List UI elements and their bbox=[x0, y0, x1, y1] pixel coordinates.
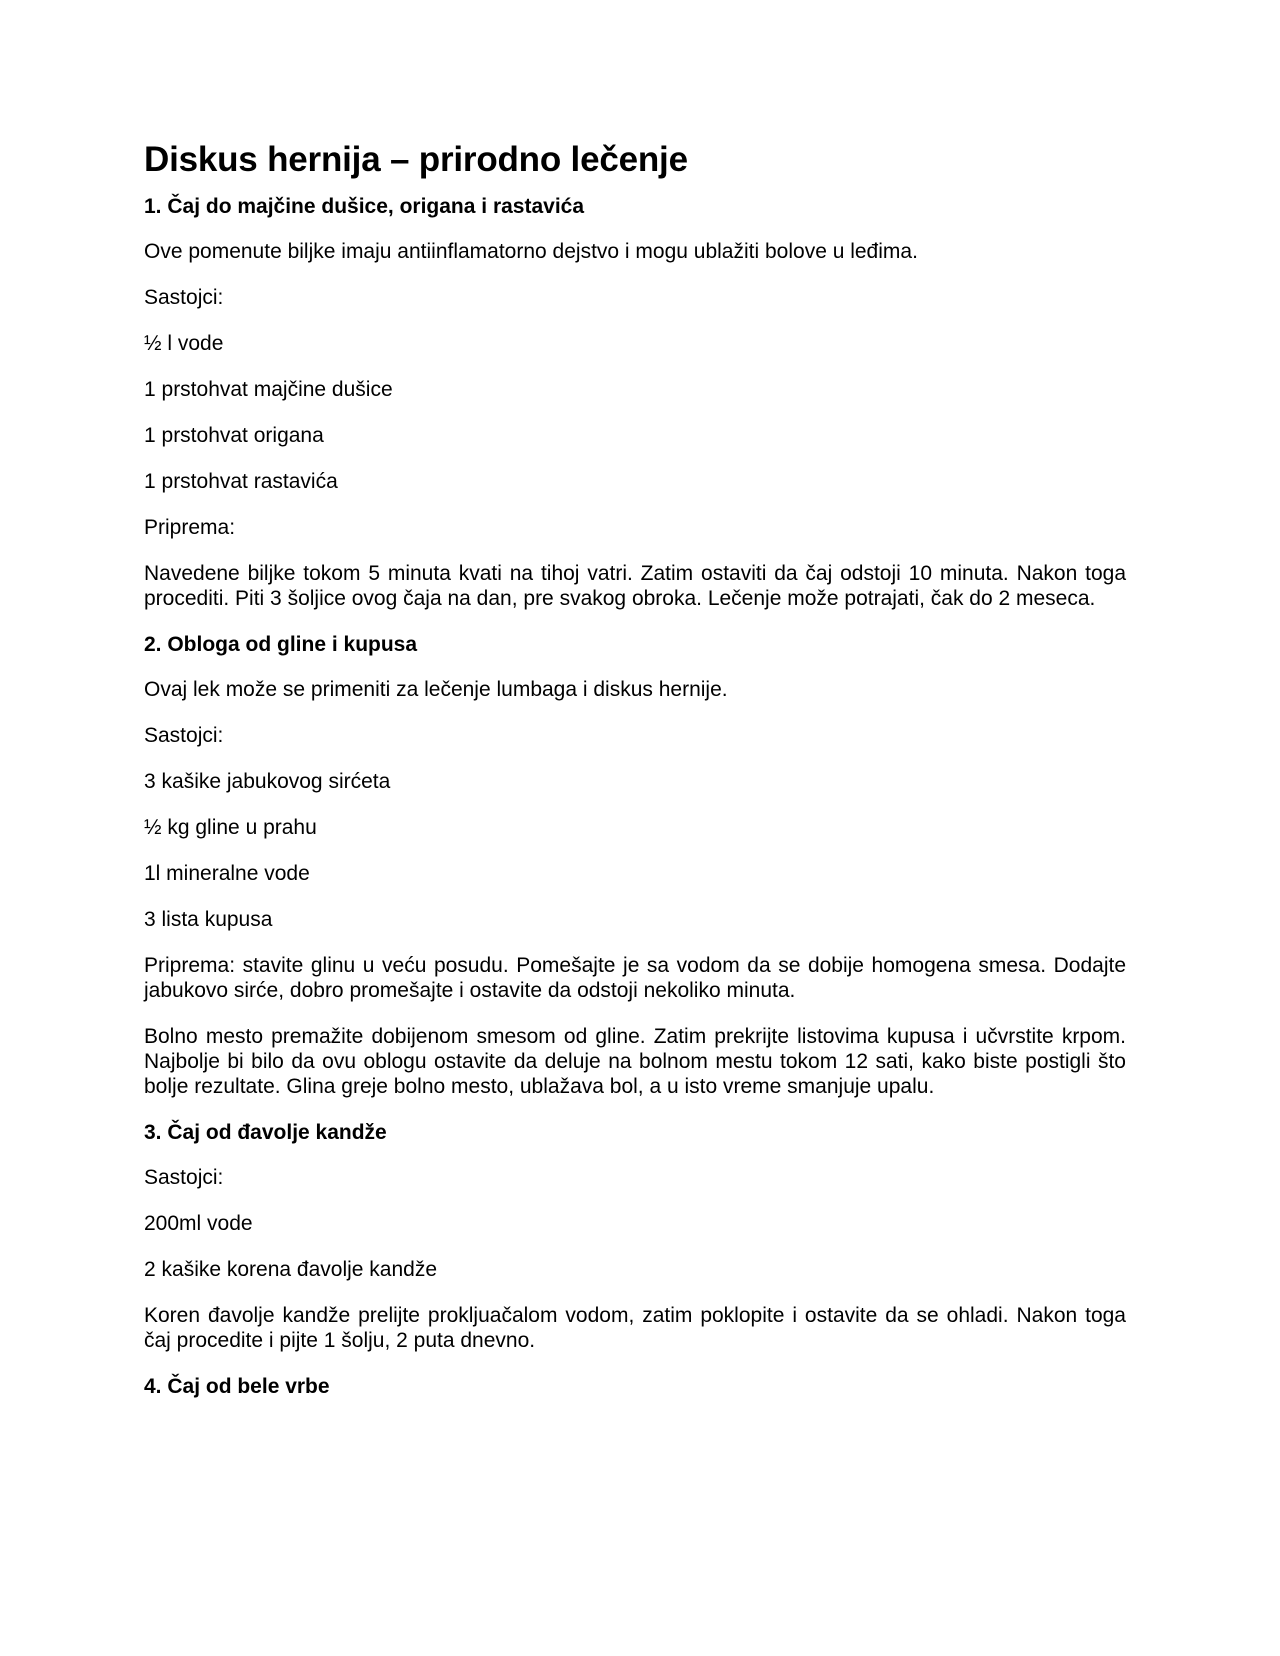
section-1-preparation: Navedene biljke tokom 5 minuta kvati na tihoj vatri. Zatim ostaviti da čaj odstoji 10 minuta. Nakon toga procediti. Piti 3 šoljice ovog čaja na dan, pre svakog obroka. Lečenje može potrajati, čak do 2 meseca. bbox=[144, 562, 1126, 610]
section-1-intro: Ove pomenute biljke imaju antiinflamatorno dejstvo i mogu ublažiti bolove u leđima. bbox=[144, 240, 918, 263]
section-1-ingredient: ½ l vode bbox=[144, 332, 224, 355]
section-4-heading: 4. Čaj od bele vrbe bbox=[144, 1375, 330, 1398]
section-1-preparation-label: Priprema: bbox=[144, 516, 236, 539]
section-2-application: Bolno mesto premažite dobijenom smesom od gline. Zatim prekrijte listovima kupusa i učvrstite krpom. Najbolje bi bilo da ovu oblogu ostavite da deluje na bolnom mestu tokom 12 sati, kako biste postigli što bolje rezultate. Glina greje bolno mesto, ublažava bol, a u isto vreme smanjuje upalu. bbox=[144, 1025, 1126, 1098]
section-1-heading: 1. Čaj do majčine dušice, origana i rastavića bbox=[144, 195, 585, 218]
section-2-ingredients-label: Sastojci: bbox=[144, 724, 224, 747]
section-2-ingredient: 3 kašike jabukovog sirćeta bbox=[144, 770, 391, 793]
section-2-ingredient: 1l mineralne vode bbox=[144, 862, 310, 885]
section-2-ingredient: 3 lista kupusa bbox=[144, 908, 273, 931]
section-1-ingredient: 1 prstohvat rastavića bbox=[144, 470, 338, 493]
section-3-ingredient: 2 kašike korena đavolje kandže bbox=[144, 1258, 438, 1281]
section-2-preparation: Priprema: stavite glinu u veću posudu. Pomešajte je sa vodom da se dobije homogena smesa. Dodajte jabukovo sirće, dobro promešajte i ostavite da odstoji nekoliko minuta. bbox=[144, 954, 1126, 1002]
section-1-ingredients-label: Sastojci: bbox=[144, 286, 224, 309]
section-3-preparation: Koren đavolje kandže prelijte prokljuačalom vodom, zatim poklopite i ostavite da se ohladi. Nakon toga čaj procedite i pijte 1 šolju, 2 puta dnevno. bbox=[144, 1304, 1126, 1352]
section-3-ingredients-label: Sastojci: bbox=[144, 1166, 224, 1189]
section-2-ingredient: ½ kg gline u prahu bbox=[144, 816, 317, 839]
section-3-heading: 3. Čaj od đavolje kandže bbox=[144, 1121, 387, 1144]
document-title: Diskus hernija – prirodno lečenje bbox=[144, 140, 688, 179]
section-3-ingredient: 200ml vode bbox=[144, 1212, 253, 1235]
section-1-ingredient: 1 prstohvat majčine dušice bbox=[144, 378, 393, 401]
document-page bbox=[144, 140, 1126, 1419]
section-2-heading: 2. Obloga od gline i kupusa bbox=[144, 633, 418, 656]
section-1-ingredient: 1 prstohvat origana bbox=[144, 424, 324, 447]
section-2-intro: Ovaj lek može se primeniti za lečenje lumbaga i diskus hernije. bbox=[144, 678, 728, 701]
